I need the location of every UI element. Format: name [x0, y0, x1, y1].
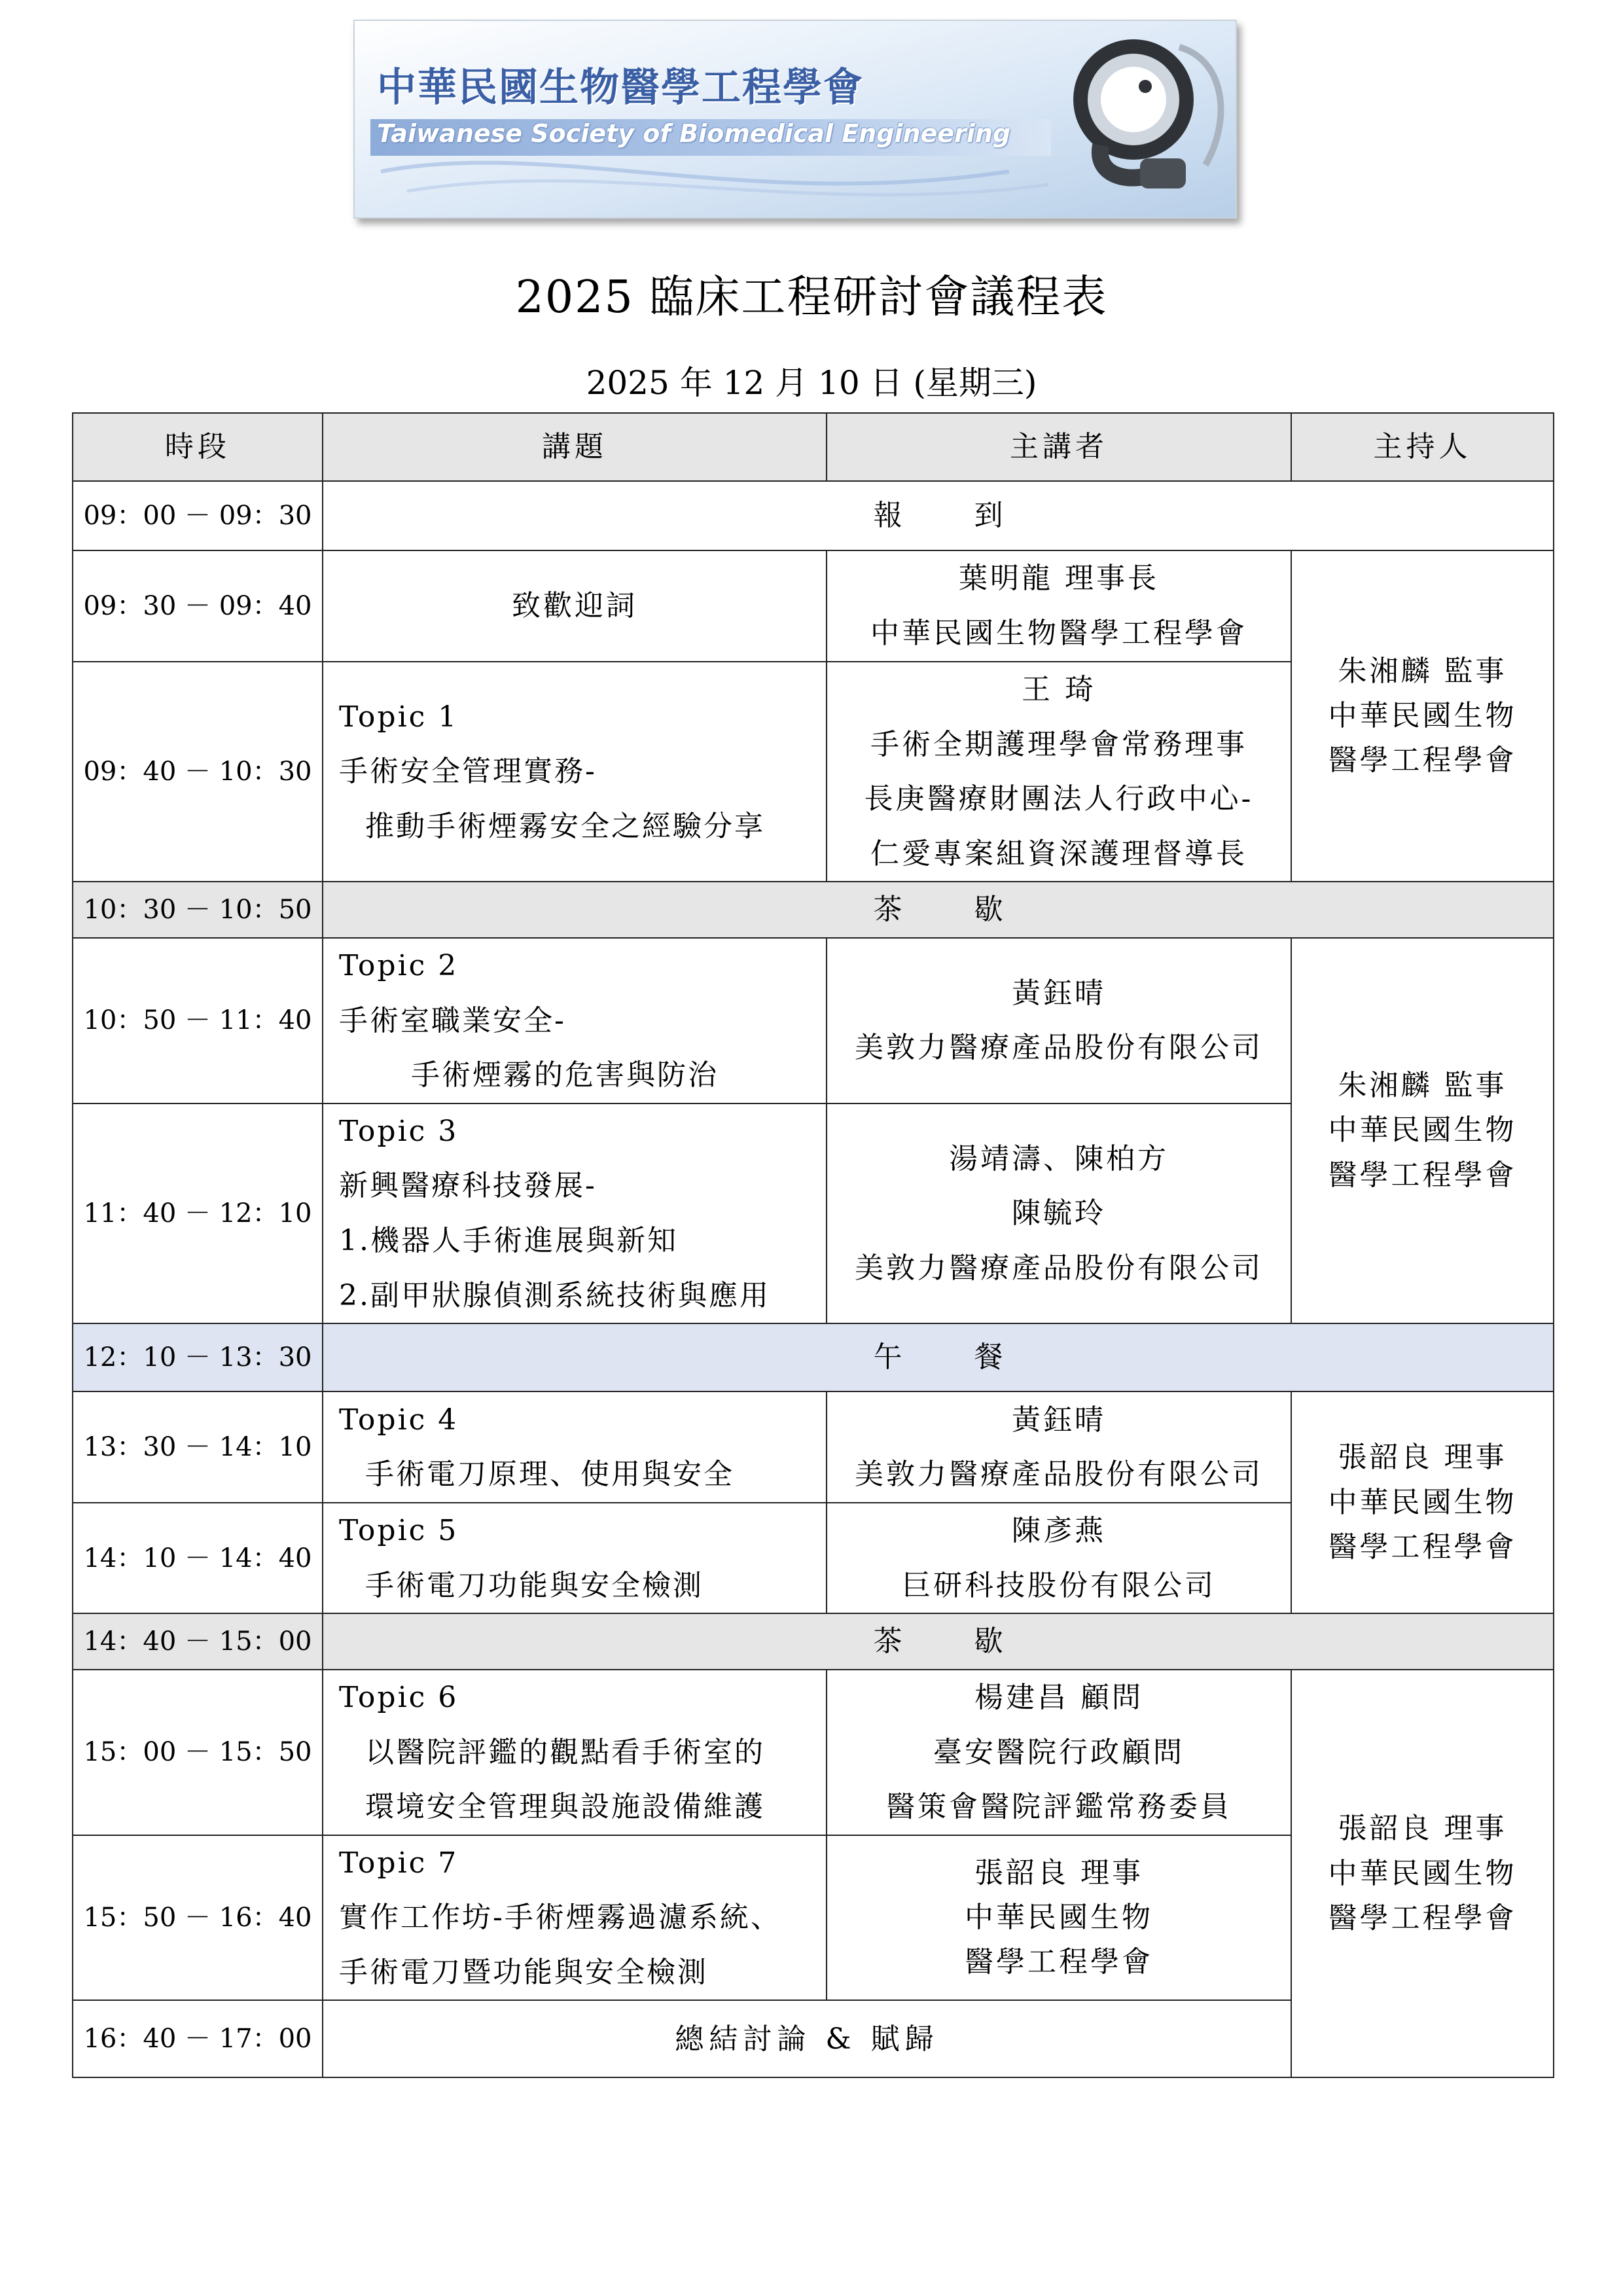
speaker-name: 黃鈺晴: [1012, 1403, 1106, 1437]
host-affiliation: 醫學工程學會: [1328, 1530, 1517, 1564]
speaker-cell: [827, 1503, 1291, 1613]
time-slot: 15：50 － 16：40: [73, 1835, 323, 2001]
topic-subtitle: 2.副甲狀腺偵測系統技術與應用: [339, 1278, 770, 1312]
topic-subtitle: 推動手術煙霧安全之經驗分享: [365, 809, 765, 843]
time-slot: 10：50 － 11：40: [73, 938, 323, 1103]
topic-subtitle: 環境安全管理與設施設備維護: [365, 1790, 765, 1824]
event-date: 2025 年 12 月 10 日 (星期三): [586, 364, 1037, 402]
speaker-affiliation: 中華民國生物醫學工程學會: [870, 617, 1247, 650]
header-host: 主持人: [1291, 413, 1554, 481]
speaker-affiliation: 仁愛專案組資深護理督導長: [870, 836, 1247, 870]
topic-cell: [323, 1503, 827, 1613]
host-affiliation: 醫學工程學會: [1328, 744, 1517, 778]
speaker-affiliation: 手術全期護理學會常務理事: [870, 727, 1247, 761]
host-affiliation: 醫學工程學會: [1328, 1158, 1517, 1192]
time-slot: 09：40 － 10：30: [73, 662, 323, 882]
topic-subtitle: 手術電刀暨功能與安全檢測: [339, 1955, 708, 1989]
speaker-cell: [827, 1103, 1291, 1323]
speaker-name: 楊建昌 顧問: [974, 1680, 1143, 1714]
table-row: [73, 1670, 1554, 1835]
time-slot: 16：40 － 17：00: [73, 2000, 323, 2077]
table-row: [73, 882, 1554, 938]
speaker-affiliation: 醫學工程學會: [965, 1945, 1153, 1979]
society-banner: [353, 20, 1237, 219]
registration-label: 報到: [323, 481, 1554, 550]
tea-break-label: 茶歇: [323, 882, 1554, 938]
speaker-name: 黃鈺晴: [1012, 976, 1106, 1010]
topic-number: Topic 6: [339, 1680, 459, 1714]
speaker-cell: [827, 938, 1291, 1103]
time-slot: 10：30 － 10：50: [73, 882, 323, 938]
topic-title: 致歡迎詞: [512, 589, 637, 623]
host-affiliation: 醫學工程學會: [1328, 1901, 1517, 1935]
topic-title: 實作工作坊-手術煙霧過濾系統、: [339, 1901, 781, 1935]
speaker-affiliation: 長庚醫療財團法人行政中心-: [864, 782, 1254, 816]
topic-number: Topic 2: [339, 948, 459, 982]
host-name: 張韶良 理事: [1338, 1441, 1507, 1475]
speaker-cell: [827, 1670, 1291, 1835]
speaker-name: 葉明龍 理事長: [959, 562, 1159, 596]
host-cell: [1291, 938, 1554, 1323]
speaker-affiliation: 美敦力醫療產品股份有限公司: [855, 1251, 1263, 1285]
speaker-affiliation: 美敦力醫療產品股份有限公司: [855, 1031, 1263, 1065]
host-affiliation: 中華民國生物: [1328, 1856, 1517, 1890]
topic-subtitle: 手術煙霧的危害與防治: [411, 1058, 719, 1092]
lunch-label: 午餐: [323, 1323, 1554, 1391]
time-slot: 09：30 － 09：40: [73, 550, 323, 662]
time-slot: 11：40 － 12：10: [73, 1103, 323, 1323]
topic-number: Topic 1: [339, 700, 459, 734]
host-affiliation: 中華民國生物: [1328, 1485, 1517, 1519]
speaker-affiliation: 醫策會醫院評鑑常務委員: [886, 1790, 1232, 1824]
table-row: [73, 1613, 1554, 1670]
time-slot: 12：10 － 13：30: [73, 1323, 323, 1391]
header-topic: 講題: [323, 413, 827, 481]
time-slot: 14：10 － 14：40: [73, 1503, 323, 1613]
header-time: 時段: [73, 413, 323, 481]
topic-title: 手術電刀原理、使用與安全: [365, 1458, 734, 1492]
speaker-cell: [827, 662, 1291, 882]
speaker-name: 張韶良 理事: [974, 1856, 1143, 1890]
topic-number: Topic 7: [339, 1846, 459, 1880]
topic-number: Topic 5: [339, 1514, 459, 1548]
host-cell: [1291, 1391, 1554, 1613]
speaker-affiliation: 臺安醫院行政顧問: [933, 1735, 1185, 1769]
speaker-affiliation: 中華民國生物: [965, 1900, 1153, 1934]
header-row: [73, 413, 1554, 481]
table-row: [73, 1323, 1554, 1391]
topic-number: Topic 3: [339, 1114, 459, 1148]
banner-org-name-en: Taiwanese Society of Biomedical Engineering: [377, 119, 1011, 148]
time-slot: 09：00 － 09：30: [73, 481, 323, 550]
topic-cell: [323, 1103, 827, 1323]
time-slot: 15：00 － 15：50: [73, 1670, 323, 1835]
time-slot: 13：30 － 14：10: [73, 1391, 323, 1503]
table-row: [73, 1391, 1554, 1503]
speaker-name: 王 琦: [1022, 673, 1096, 706]
topic-cell: [323, 550, 827, 662]
speaker-cell: [827, 1391, 1291, 1503]
topic-title: 手術室職業安全-: [339, 1003, 566, 1037]
time-slot: 14：40 － 15：00: [73, 1613, 323, 1670]
speaker-name: 陳彥燕: [1012, 1514, 1106, 1548]
agenda-table: [72, 412, 1554, 2078]
banner-org-name-cn: 中華民國生物醫學工程學會: [377, 65, 864, 111]
topic-title: 手術電刀功能與安全檢測: [365, 1568, 704, 1602]
table-row: [73, 481, 1554, 550]
table-row: [73, 550, 1554, 662]
host-name: 朱湘麟 監事: [1338, 654, 1507, 688]
topic-title: 手術安全管理實務-: [339, 755, 597, 789]
host-cell: [1291, 1670, 1554, 2078]
topic-cell: [323, 938, 827, 1103]
speaker-name: 湯靖濤、陳柏方: [949, 1141, 1169, 1175]
host-affiliation: 中華民國生物: [1328, 1113, 1517, 1147]
speaker-cell: [827, 550, 1291, 662]
header-speaker: 主講者: [827, 413, 1291, 481]
tea-break-label: 茶歇: [323, 1613, 1554, 1670]
host-cell: [1291, 550, 1554, 882]
host-name: 朱湘麟 監事: [1338, 1069, 1507, 1103]
speaker-affiliation: 巨研科技股份有限公司: [902, 1568, 1216, 1602]
topic-cell: [323, 1835, 827, 2001]
closing-label: 總結討論 & 賦歸: [323, 2000, 1291, 2077]
topic-cell: [323, 662, 827, 882]
topic-title: 以醫院評鑑的觀點看手術室的: [365, 1735, 765, 1769]
speaker-cell: [827, 1835, 1291, 2001]
topic-number: Topic 4: [339, 1403, 459, 1437]
topic-subtitle: 1.機器人手術進展與新知: [339, 1223, 678, 1257]
host-affiliation: 中華民國生物: [1328, 699, 1517, 733]
table-row: [73, 938, 1554, 1103]
host-name: 張韶良 理事: [1338, 1812, 1507, 1846]
topic-cell: [323, 1391, 827, 1503]
speaker-name: 陳毓玲: [1012, 1196, 1106, 1230]
topic-cell: [323, 1670, 827, 1835]
document-title: 2025 臨床工程研討會議程表: [515, 272, 1108, 323]
topic-title: 新興醫療科技發展-: [339, 1169, 597, 1203]
speaker-affiliation: 美敦力醫療產品股份有限公司: [855, 1458, 1263, 1492]
